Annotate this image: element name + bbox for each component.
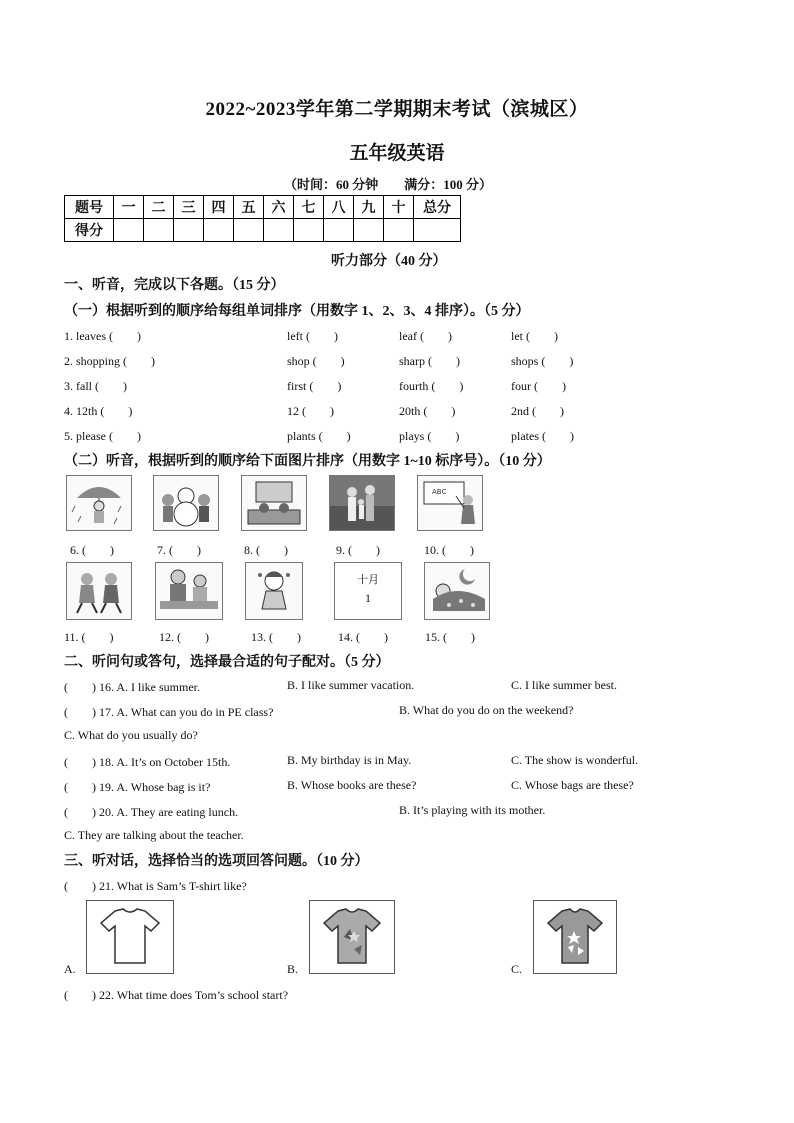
score-cell: 得分 — [65, 219, 114, 242]
section1-sub1: （一）根据听到的顺序给每组单词排序（用数字 1、2、3、4 排序）。（5 分） — [64, 304, 530, 319]
score-cell: 四 — [204, 196, 234, 219]
question-17: ( ) 17. A. What can you do in PE class? — [64, 705, 274, 719]
option-b: B. I like summer vacation. — [287, 678, 415, 692]
calendar-day: 1 — [365, 591, 371, 605]
time-limit: （时间：60 分钟 — [284, 177, 379, 192]
option-b-label: B. — [287, 962, 299, 976]
picture-calendar — [334, 562, 402, 620]
picture-number: 14. ( ) — [338, 630, 388, 644]
picture-number: 15. ( ) — [425, 630, 475, 644]
score-cell: 总分 — [414, 196, 461, 219]
exam-subtitle: 五年级英语 — [349, 143, 445, 164]
picture-tv-room — [241, 475, 307, 531]
picture-number: 11. ( ) — [64, 630, 114, 644]
picture-snowman — [153, 475, 219, 531]
picture-reading-together — [155, 562, 223, 620]
score-cell: 九 — [354, 196, 384, 219]
picture-number: 12. ( ) — [159, 630, 209, 644]
word-item: 4. 12th ( ) — [64, 404, 133, 418]
word-item: 1. leaves ( ) — [64, 329, 141, 343]
picture-number: 7. ( ) — [157, 543, 201, 557]
score-input-cell[interactable] — [114, 219, 144, 242]
word-item: 2. shopping ( ) — [64, 354, 155, 368]
option-c: C. Whose bags are these? — [511, 778, 634, 792]
word-item: plays ( ) — [399, 429, 460, 443]
board-text: ABC — [432, 488, 447, 496]
picture-number: 10. ( ) — [424, 543, 474, 557]
word-item: let ( ) — [511, 329, 558, 343]
picture-rain — [66, 475, 132, 531]
exam-title: 2022~2023学年第二学期期末考试（滨城区） — [205, 99, 589, 120]
picture-girl — [245, 562, 303, 620]
picture-number: 6. ( ) — [70, 543, 114, 557]
word-item: sharp ( ) — [399, 354, 460, 368]
score-cell: 三 — [174, 196, 204, 219]
picture-kids-running — [66, 562, 132, 620]
word-item: plates ( ) — [511, 429, 574, 443]
word-item: four ( ) — [511, 379, 566, 393]
question-19: ( ) 19. A. Whose bag is it? — [64, 780, 211, 794]
word-item: shops ( ) — [511, 354, 574, 368]
option-b: B. Whose books are these? — [287, 778, 417, 792]
score-input-cell[interactable] — [414, 219, 461, 242]
section1-heading: 一、听音，完成以下各题。（15 分） — [64, 278, 285, 293]
word-item: 12 ( ) — [287, 404, 334, 418]
picture-classroom-board — [417, 475, 483, 531]
score-cell: 十 — [384, 196, 414, 219]
question-16: ( ) 16. A. I like summer. — [64, 680, 200, 694]
score-cell: 二 — [144, 196, 174, 219]
score-input-cell[interactable] — [144, 219, 174, 242]
word-item: leaf ( ) — [399, 329, 452, 343]
calendar-month: 十月 — [357, 573, 379, 586]
time-info — [250, 174, 794, 193]
word-item: 5. please ( ) — [64, 429, 141, 443]
picture-family-photo — [329, 475, 395, 531]
option-b: B. What do you do on the weekend? — [399, 703, 574, 717]
question-21: ( ) 21. What is Sam’s T-shirt like? — [64, 879, 247, 893]
picture-number: 13. ( ) — [251, 630, 301, 644]
option-c: C. The show is wonderful. — [511, 753, 639, 767]
picture-sleeping — [424, 562, 490, 620]
word-item: 20th ( ) — [399, 404, 456, 418]
option-c: C. I like summer best. — [511, 678, 617, 692]
score-cell: 八 — [324, 196, 354, 219]
word-item: fourth ( ) — [399, 379, 464, 393]
score-input-cell[interactable] — [354, 219, 384, 242]
listening-part-label: 听力部分（40 分） — [331, 254, 447, 269]
section3-heading: 三、听对话，选择恰当的选项回答问题。（10 分） — [64, 854, 369, 869]
word-item: left ( ) — [287, 329, 338, 343]
option-b: B. It’s playing with its mother. — [399, 803, 546, 817]
tshirt-stars-image — [533, 900, 617, 974]
option-c-label: C. — [511, 962, 523, 976]
score-cell: 题号 — [65, 196, 114, 219]
score-input-cell[interactable] — [324, 219, 354, 242]
score-table-row-headers — [65, 196, 461, 219]
word-item: shop ( ) — [287, 354, 345, 368]
section1-sub2: （二）听音，根据听到的顺序给下面图片排序（用数字 1~10 标序号）。（10 分） — [64, 454, 551, 469]
word-item: 2nd ( ) — [511, 404, 564, 418]
picture-number: 9. ( ) — [336, 543, 380, 557]
score-cell: 六 — [264, 196, 294, 219]
option-a-label: A. — [64, 962, 76, 976]
score-input-cell[interactable] — [264, 219, 294, 242]
score-table — [64, 195, 461, 242]
score-input-cell[interactable] — [174, 219, 204, 242]
option-c: C. They are talking about the teacher. — [64, 828, 244, 842]
score-input-cell[interactable] — [234, 219, 264, 242]
tshirt-pattern-image — [309, 900, 395, 974]
tshirt-plain-image — [86, 900, 174, 974]
score-cell: 七 — [294, 196, 324, 219]
question-22: ( ) 22. What time does Tom’s school start? — [64, 988, 289, 1002]
word-item: 3. fall ( ) — [64, 379, 127, 393]
word-item: plants ( ) — [287, 429, 351, 443]
score-input-cell[interactable] — [204, 219, 234, 242]
option-c: C. What do you usually do? — [64, 728, 198, 742]
full-score: 满分：100 分） — [404, 177, 493, 192]
question-18: ( ) 18. A. It’s on October 15th. — [64, 755, 231, 769]
section2-heading: 二、听问句或答句，选择最合适的句子配对。（5 分） — [64, 655, 390, 670]
score-input-cell[interactable] — [384, 219, 414, 242]
option-b: B. My birthday is in May. — [287, 753, 412, 767]
question-20: ( ) 20. A. They are eating lunch. — [64, 805, 239, 819]
score-input-cell[interactable] — [294, 219, 324, 242]
score-cell: 五 — [234, 196, 264, 219]
word-item: first ( ) — [287, 379, 342, 393]
score-cell: 一 — [114, 196, 144, 219]
picture-number: 8. ( ) — [244, 543, 288, 557]
score-table-row-scores — [65, 219, 461, 242]
